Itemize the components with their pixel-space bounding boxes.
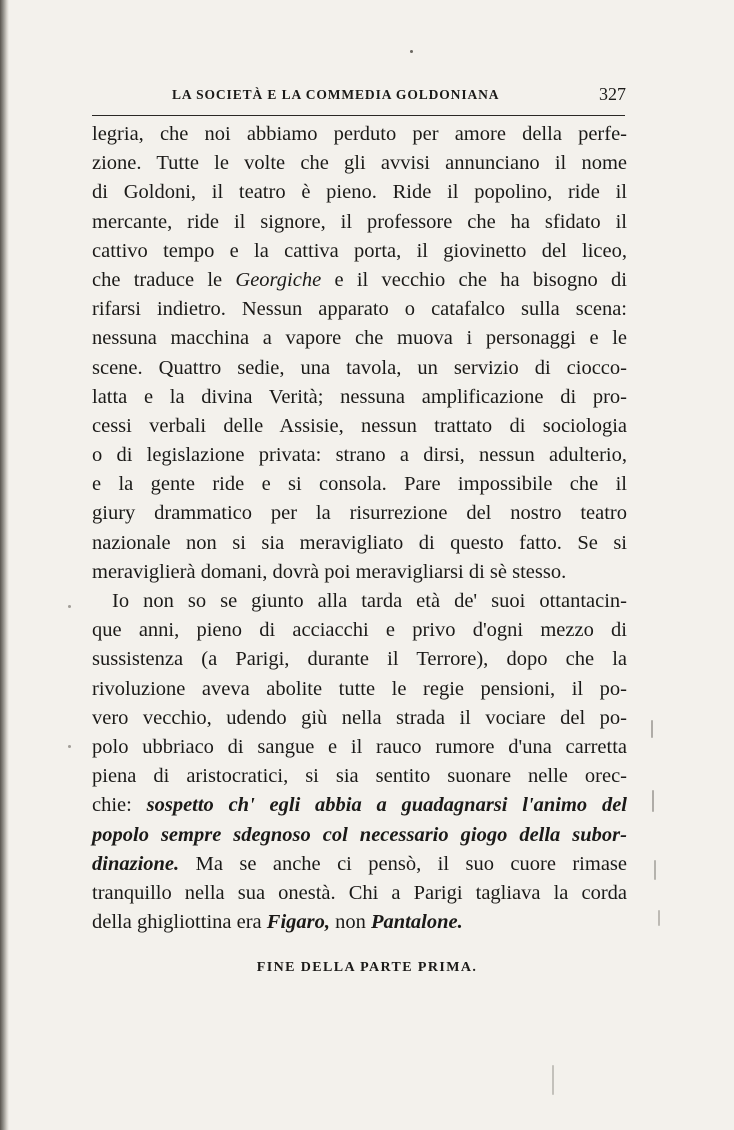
italic-quote: dinazione. [92, 852, 180, 875]
running-title: LA SOCIETÀ E LA COMMEDIA GOLDONIANA [172, 87, 500, 102]
text-line [92, 791, 627, 820]
text-line: cessi verbali delle Assisie, nessun trattato di sociologia [92, 414, 627, 437]
page-number: 327 [599, 84, 626, 104]
text-run: non [330, 911, 371, 934]
text-line: tranquillo nella sua onestà. Chi a Parigi tagliava la corda [92, 881, 627, 904]
text-line: mercante, ride il signore, il professore che ha sfidato il [92, 210, 627, 233]
text-line: Io non so se giunto alla tarda età de' suoi ottantacin- [112, 590, 627, 612]
text-line: di Goldoni, il teatro è pieno. Ride il popolino, ride il [92, 181, 627, 204]
paper-speck [552, 1065, 554, 1095]
paper-speck [658, 910, 660, 926]
paper-speck [652, 790, 654, 812]
text-line [92, 850, 627, 879]
italic-quote-line: popolo sempre sdegnoso col necessario giogo della subor- [92, 823, 627, 846]
text-line: vero vecchio, udendo giù nella strada il vociare del po- [92, 706, 627, 729]
text-line [92, 908, 627, 937]
text-line: meraviglierà domani, dovrà poi meravigliarsi di sè stesso. [92, 560, 567, 583]
text-line: cattivo tempo e la cattiva porta, il giovinetto del liceo, [92, 239, 627, 262]
text-line: nessuna macchina a vapore che muova i personaggi e le [92, 327, 627, 350]
italic-name-figaro: Figaro, [266, 911, 330, 934]
italic-quote: sospetto ch' egli abbia a guadagnarsi l'animo del [146, 794, 627, 817]
paragraph-2 [92, 587, 627, 937]
text-run: della ghigliottina era [92, 911, 267, 934]
text-line: zione. Tutte le volte che gli avvisi annunciano il nome [92, 152, 627, 175]
paper-speck [68, 605, 71, 608]
text-line: legria, che noi abbiamo perduto per amore della perfe- [92, 123, 627, 145]
text-run: chie: [92, 794, 147, 817]
text-line: rivoluzione aveva abolite tutte le regie pensioni, il po- [92, 677, 627, 700]
paper-speck [651, 720, 653, 738]
text-line [92, 266, 627, 295]
italic-title-georgiche: Georgiche [235, 268, 322, 291]
text-line: e la gente ride e si consola. Pare impossibile che il [92, 473, 627, 496]
text-line: latta e la divina Verità; nessuna amplificazione di pro- [92, 385, 627, 408]
text-line: o di legislazione privata: strano a dirsi, nessun adulterio, [92, 444, 627, 467]
text-line: giury drammatico per la risurrezione del nostro teatro [92, 502, 627, 525]
header-rule [92, 115, 625, 116]
text-line: rifarsi indietro. Nessun apparato o catafalco sulla scena: [92, 298, 627, 321]
paper-speck [654, 860, 656, 880]
paragraph-1 [92, 120, 627, 587]
text-line: scene. Quattro sedie, una tavola, un servizio di ciocco- [92, 356, 627, 379]
text-line: piena di aristocratici, si sia sentito suonare nelle orec- [92, 765, 627, 788]
text-run: Ma se anche ci pensò, il suo cuore rimase [179, 852, 627, 875]
end-of-part-note: FINE DELLA PARTE PRIMA. [256, 960, 478, 975]
text-line: sussistenza (a Parigi, durante il Terrore), dopo che la [92, 648, 627, 671]
italic-name-pantalone: Pantalone. [371, 911, 463, 934]
text-line: nazionale non si sia meravigliato di questo fatto. Se si [92, 531, 627, 554]
text-line: polo ubbriaco di sangue e il rauco rumore d'una carretta [92, 735, 627, 758]
running-header [90, 84, 628, 110]
text-run: che traduce le [92, 268, 236, 291]
paper-speck [68, 745, 71, 748]
body-text [92, 120, 627, 937]
text-run: e il vecchio che ha bisogno di [321, 268, 628, 291]
text-line: que anni, pieno di acciacchi e privo d'ogni mezzo di [92, 619, 627, 642]
paper-speck [410, 50, 413, 53]
